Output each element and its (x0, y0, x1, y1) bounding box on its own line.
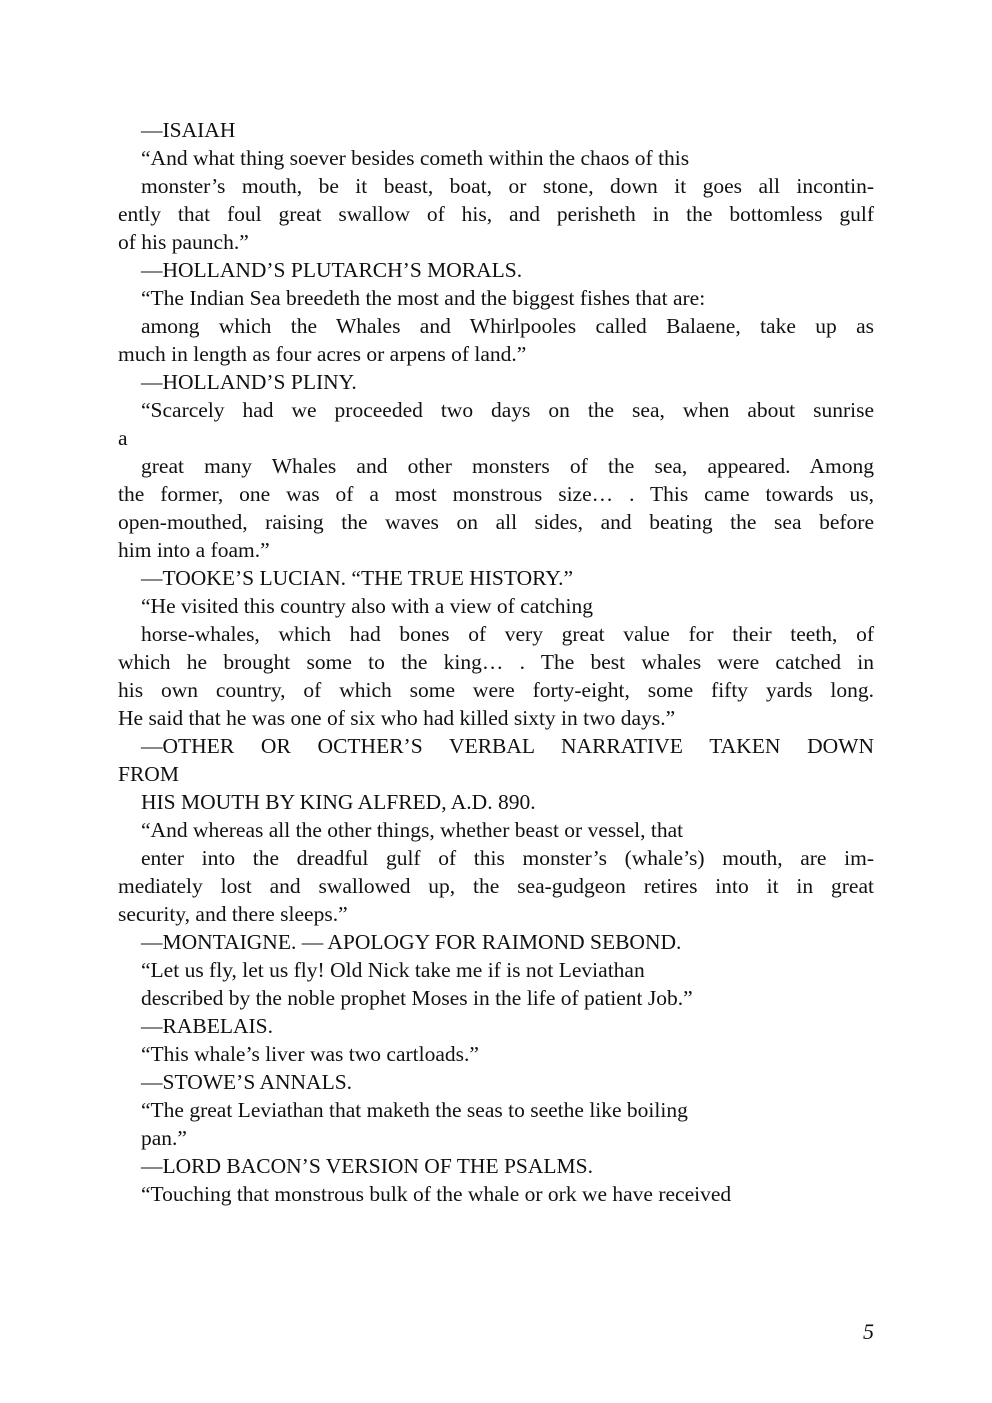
text-line: He said that he was one of six who had killed sixty in two days.” (118, 706, 676, 730)
text-line: “And whereas all the other things, whether beast or vessel, that (141, 818, 684, 842)
text-line: security, and there sleeps.” (118, 902, 348, 926)
text-line: HIS MOUTH BY KING ALFRED, A.D. 890. (141, 790, 536, 814)
text-line: “And what thing soever besides cometh within the chaos of this (141, 146, 690, 170)
text-line: “Touching that monstrous bulk of the whale or ork we have received (141, 1182, 732, 1206)
text-line: among which the Whales and Whirlpooles called Balaene, take up as (141, 314, 874, 338)
text-line: —RABELAIS. (141, 1014, 273, 1038)
text-line: —STOWE’S ANNALS. (141, 1070, 353, 1094)
text-line: monster’s mouth, be it beast, boat, or stone, down it goes all incontin- (141, 174, 874, 198)
text-line: ently that foul great swallow of his, and perisheth in the bottomless gulf (118, 202, 874, 226)
text-line: —HOLLAND’S PLUTARCH’S MORALS. (141, 258, 523, 282)
text-line: a (118, 426, 128, 450)
text-line: mediately lost and swallowed up, the sea-gudgeon retires into it in great (118, 874, 874, 898)
text-line: —LORD BACON’S VERSION OF THE PSALMS. (141, 1154, 593, 1178)
text-line: great many Whales and other monsters of the sea, appeared. Among (141, 454, 874, 478)
text-line: —ISAIAH (141, 118, 236, 142)
text-line: horse-whales, which had bones of very great value for their teeth, of (141, 622, 874, 646)
text-line: “This whale’s liver was two cartloads.” (141, 1042, 479, 1066)
text-line: pan.” (141, 1126, 187, 1150)
text-line: —OTHER OR OCTHER’S VERBAL NARRATIVE TAKEN DOWN (141, 734, 874, 758)
text-line: the former, one was of a most monstrous size… . This came towards us, (118, 482, 874, 506)
text-line: of his paunch.” (118, 230, 249, 254)
text-line: “The great Leviathan that maketh the seas to seethe like boiling (141, 1098, 688, 1122)
page-number: 5 (863, 1319, 874, 1344)
text-line: him into a foam.” (118, 538, 270, 562)
body-text (118, 116, 874, 1208)
text-line: his own country, of which some were forty-eight, some fifty yards long. (118, 678, 874, 702)
text-line: FROM (118, 762, 179, 786)
text-line: described by the noble prophet Moses in the life of patient Job.” (141, 986, 693, 1010)
text-line: “Let us fly, let us fly! Old Nick take me if is not Leviathan (141, 958, 645, 982)
text-line: which he brought some to the king… . The best whales were catched in (118, 650, 874, 674)
text-line: open-mouthed, raising the waves on all sides, and beating the sea before (118, 510, 874, 534)
text-line: “Scarcely had we proceeded two days on the sea, when about sunrise (141, 398, 874, 422)
text-line: —HOLLAND’S PLINY. (141, 370, 357, 394)
text-line: —MONTAIGNE. — APOLOGY FOR RAIMOND SEBOND. (141, 930, 682, 954)
text-line: enter into the dreadful gulf of this monster’s (whale’s) mouth, are im- (141, 846, 874, 870)
text-line: —TOOKE’S LUCIAN. “THE TRUE HISTORY.” (141, 566, 573, 590)
text-line: “He visited this country also with a view of catching (141, 594, 593, 618)
text-line: much in length as four acres or arpens of land.” (118, 342, 527, 366)
text-line: “The Indian Sea breedeth the most and the biggest fishes that are: (141, 286, 706, 310)
